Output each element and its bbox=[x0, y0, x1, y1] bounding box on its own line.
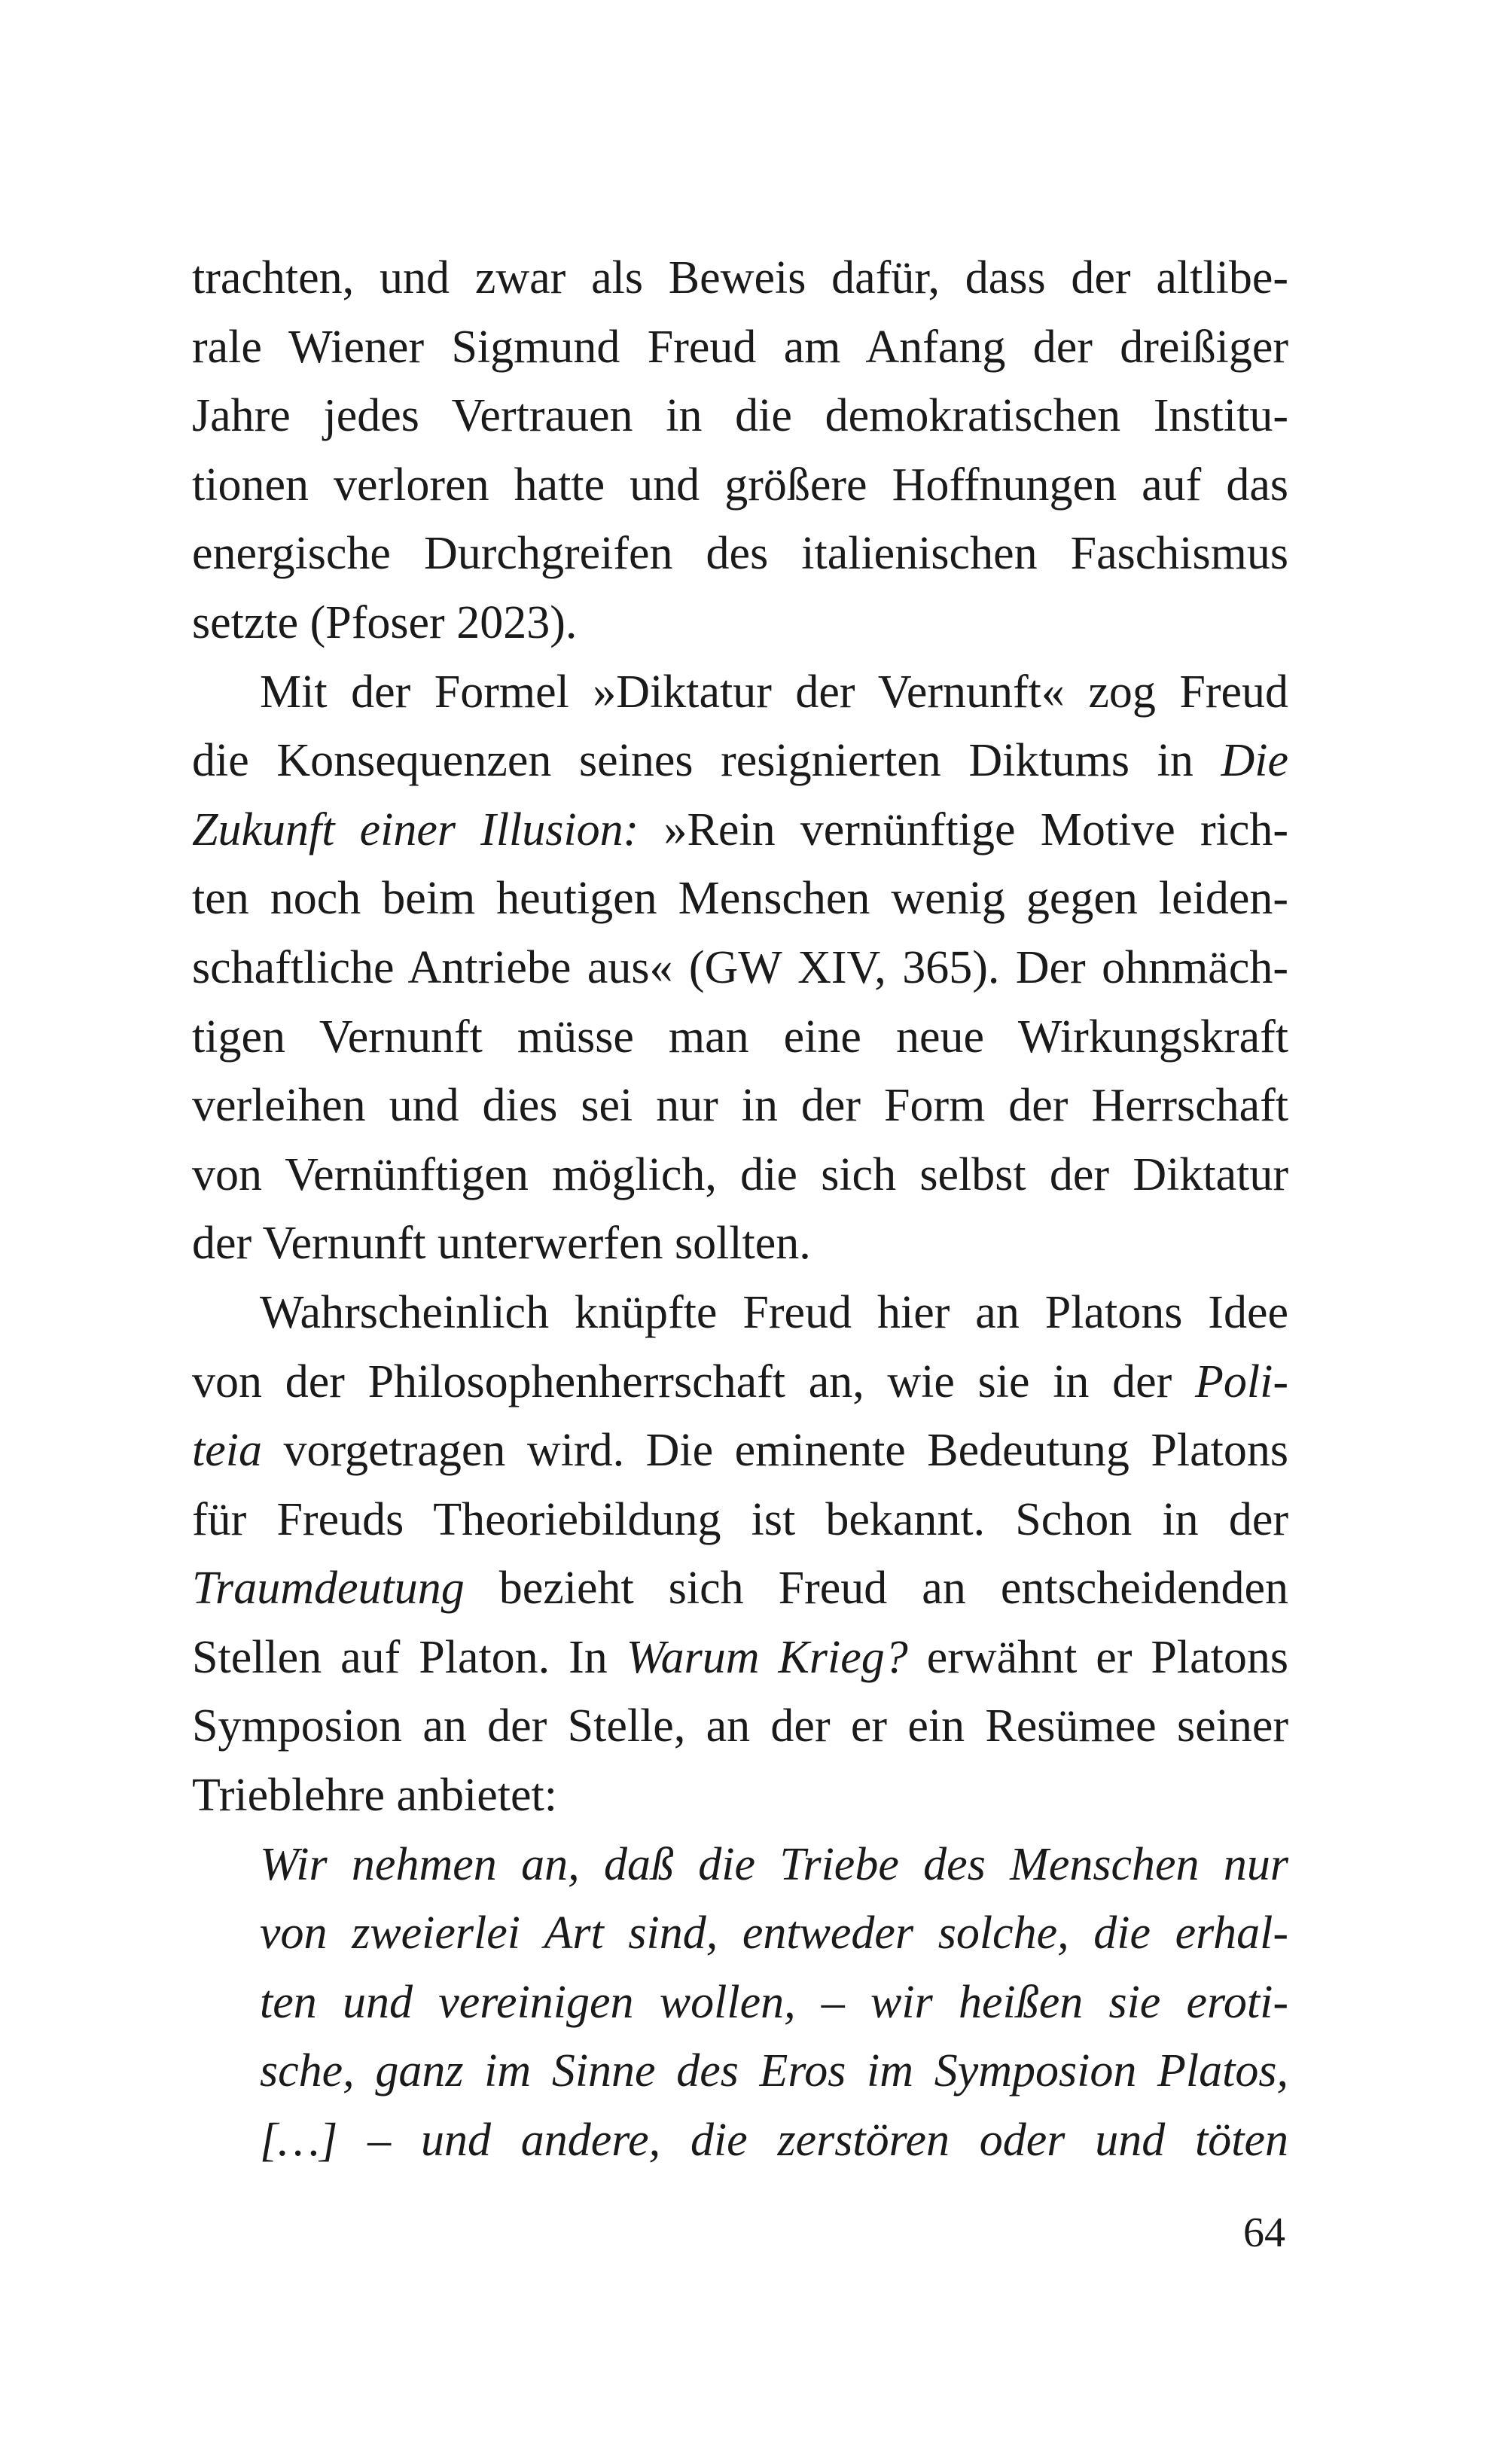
text-line: setzte (Pfoser 2023). bbox=[192, 596, 578, 648]
paragraph-3 bbox=[192, 1279, 1288, 1831]
text-line: schaftliche Antriebe aus« (GW XIV, 365). Der ohnmäch- bbox=[192, 941, 1288, 993]
text-line: Symposion an der Stelle, an der er ein Resümee seiner bbox=[192, 1700, 1288, 1752]
text-segment: die Konsequenzen seines resignierten Diktums in bbox=[192, 735, 1221, 787]
book-title-italic: Traumdeutung bbox=[192, 1563, 465, 1615]
text-line: Mit der Formel »Diktatur der Vernunft« zog Freud bbox=[260, 666, 1288, 718]
text-line bbox=[192, 1416, 1288, 1486]
text-line bbox=[192, 727, 1288, 796]
text-segment: Stellen auf Platon. In bbox=[192, 1631, 626, 1683]
text-line: trachten, und zwar als Beweis dafür, dass der altlibe- bbox=[192, 252, 1288, 303]
text-segment: bezieht sich Freud an entscheidenden bbox=[464, 1563, 1288, 1615]
paragraph-2 bbox=[192, 658, 1288, 1279]
text-line: der Vernunft unterwerfen sollten. bbox=[192, 1218, 811, 1270]
book-title-italic: Warum Krieg? bbox=[626, 1631, 908, 1683]
text-line bbox=[192, 1554, 1288, 1624]
book-title-italic: teia bbox=[192, 1425, 262, 1477]
quote-line: Wir nehmen an, daß die Triebe des Menschen nur bbox=[260, 1838, 1288, 1890]
quote-line: […] – und andere, die zerstören oder und töten bbox=[260, 2115, 1288, 2167]
book-title-italic: Poli- bbox=[1195, 1356, 1288, 1407]
text-segment: »Rein vernünftige Motive rich- bbox=[639, 804, 1288, 855]
text-line: Trieblehre anbietet: bbox=[192, 1770, 557, 1822]
text-line: energische Durchgreifen des italienischen Faschismus bbox=[192, 528, 1288, 580]
book-title-italic: Die bbox=[1221, 735, 1288, 787]
text-line: von Vernünftigen möglich, die sich selbst der Diktatur bbox=[192, 1148, 1288, 1200]
book-title-italic: Zukunft einer Illusion: bbox=[192, 804, 639, 855]
body-text bbox=[192, 244, 1288, 2176]
text-line: Jahre jedes Vertrauen in die demokratischen Institu- bbox=[192, 390, 1288, 442]
text-line: verleihen und dies sei nur in der Form der Herrschaft bbox=[192, 1080, 1288, 1132]
text-line: für Freuds Theoriebildung ist bekannt. Schon in der bbox=[192, 1493, 1288, 1545]
text-segment: erwähnt er Platons bbox=[907, 1631, 1288, 1683]
paragraph-1 bbox=[192, 244, 1288, 658]
page-number: 64 bbox=[1243, 2209, 1285, 2256]
text-line: tionen verloren hatte und größere Hoffnungen auf das bbox=[192, 459, 1288, 511]
text-line bbox=[192, 1348, 1288, 1417]
text-line: rale Wiener Sigmund Freud am Anfang der dreißiger bbox=[192, 321, 1288, 373]
text-line: tigen Vernunft müsse man eine neue Wirkungskraft bbox=[192, 1011, 1288, 1063]
text-line bbox=[192, 796, 1288, 865]
text-segment: von der Philosophenherrschaft an, wie sie in der bbox=[192, 1356, 1196, 1407]
text-line bbox=[192, 1624, 1288, 1693]
text-segment: vorgetragen wird. Die eminente Bedeutung Platons bbox=[261, 1425, 1288, 1477]
text-line: Wahrscheinlich knüpfte Freud hier an Platons Idee bbox=[260, 1286, 1288, 1338]
block-quote bbox=[192, 1831, 1288, 2176]
quote-line: von zweierlei Art sind, entweder solche, die erhal- bbox=[260, 1907, 1288, 1959]
quote-line: ten und vereinigen wollen, – wir heißen sie eroti- bbox=[260, 1976, 1288, 2028]
text-line: ten noch beim heutigen Menschen wenig gegen leiden- bbox=[192, 873, 1288, 925]
quote-line: sche, ganz im Sinne des Eros im Symposion Platos, bbox=[260, 2045, 1288, 2097]
